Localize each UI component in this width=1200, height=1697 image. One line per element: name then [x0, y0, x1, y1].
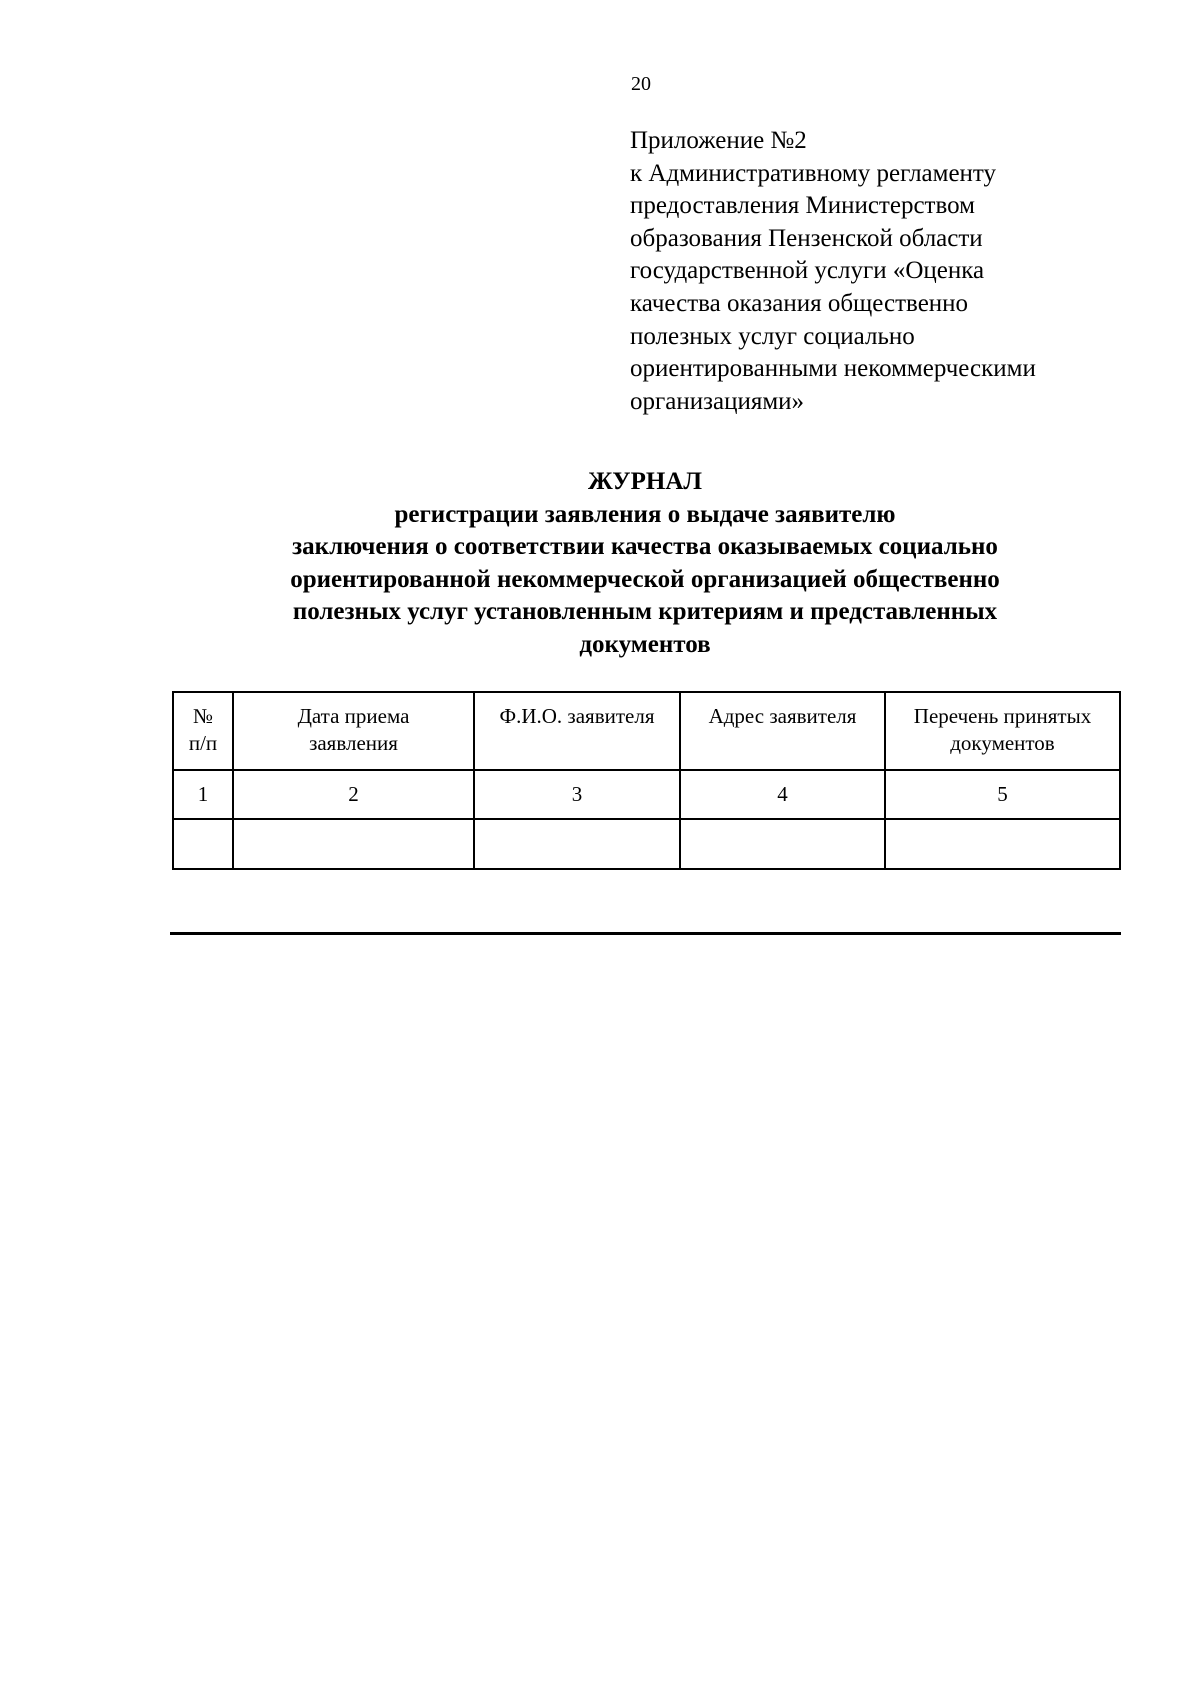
title-subtitle-line: документов: [579, 630, 711, 658]
document-title: [160, 466, 1130, 662]
table-cell: [680, 819, 885, 869]
title-subtitle-line: регистрации заявления о выдаче заявителю: [394, 500, 896, 528]
column-number-cell: 5: [885, 770, 1120, 819]
appendix-line: полезных услуг социально: [630, 322, 915, 350]
table-cell: [173, 819, 233, 869]
appendix-line: государственной услуги «Оценка: [630, 257, 985, 285]
appendix-line: ориентированными некоммерческими: [630, 355, 1036, 383]
header-text: Дата приема: [297, 704, 410, 728]
table-cell: [474, 819, 680, 869]
header-text: п/п: [188, 731, 218, 755]
header-cell-name: [474, 692, 680, 770]
appendix-line: образования Пензенской области: [630, 224, 983, 252]
table-cell: [233, 819, 474, 869]
appendix-line: к Административному регламенту: [630, 159, 997, 187]
column-number-cell: 1: [173, 770, 233, 819]
header-cell-documents: [885, 692, 1120, 770]
appendix-line: предоставления Министерством: [630, 192, 975, 220]
appendix-line: организациями»: [630, 387, 805, 415]
header-text: №: [192, 704, 214, 728]
appendix-line: Приложение №2: [630, 127, 807, 154]
header-cell-address: [680, 692, 885, 770]
page-number: 20: [631, 73, 651, 95]
header-cell-date: [233, 692, 474, 770]
column-number-row: [173, 770, 1120, 819]
title-subtitle-line: ориентированной некоммерческой организацией общественно: [290, 565, 1000, 593]
header-text: заявления: [309, 731, 398, 755]
header-text: Перечень принятых: [913, 704, 1092, 728]
column-number-cell: 3: [474, 770, 680, 819]
header-cell-number: [173, 692, 233, 770]
title-heading: ЖУРНАЛ: [587, 468, 703, 495]
appendix-header: [630, 125, 1150, 418]
header-text: Адрес заявителя: [708, 704, 857, 728]
title-subtitle-line: полезных услуг установленным критериям и представленных: [292, 598, 998, 626]
table-row: [173, 819, 1120, 869]
column-number-cell: 4: [680, 770, 885, 819]
table-header-row: [173, 692, 1120, 770]
table-cell: [885, 819, 1120, 869]
header-text: Ф.И.О. заявителя: [499, 704, 655, 728]
separator-line: [170, 932, 1121, 935]
title-subtitle-line: заключения о соответствии качества оказываемых социально: [292, 533, 998, 561]
header-text: документов: [950, 731, 1055, 755]
appendix-line: качества оказания общественно: [630, 289, 969, 317]
journal-table: [172, 691, 1121, 870]
column-number-cell: 2: [233, 770, 474, 819]
